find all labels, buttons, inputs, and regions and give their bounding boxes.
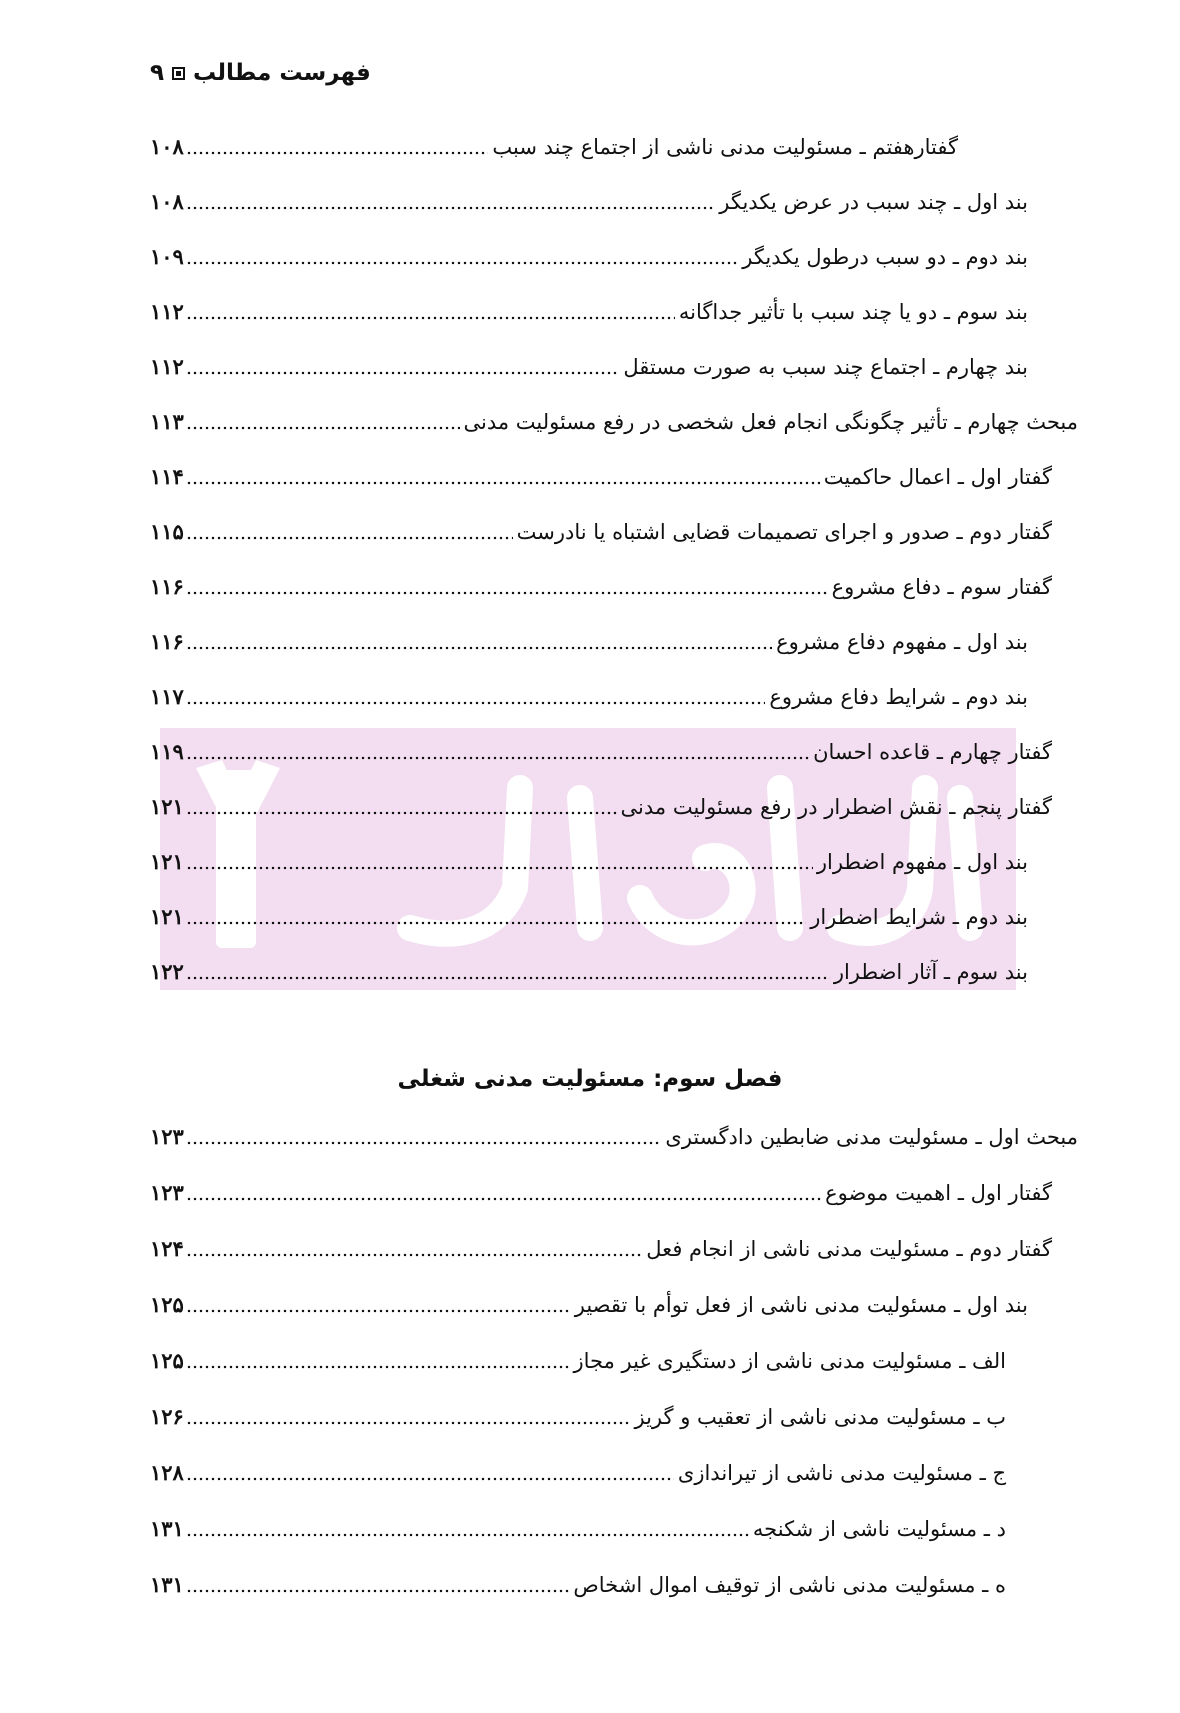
toc-entry-page: ۱۲۸ <box>150 1460 184 1485</box>
toc-entry-title: مبحث چهارم ـ تأثیر چگونگی انجام فعل شخصی در رفع مسئولیت مدنی <box>463 410 1078 434</box>
dot-leader <box>186 1133 662 1145</box>
toc-entry <box>150 845 1028 879</box>
toc-entry <box>150 625 1028 659</box>
toc-entry <box>150 1456 1006 1490</box>
toc-entry-page: ۱۲۱ <box>150 794 184 819</box>
dot-leader <box>186 858 813 870</box>
toc-entry-page: ۱۰۸ <box>150 189 184 214</box>
toc-entry <box>150 460 1052 494</box>
toc-entry-title: گفتار اول ـ اهمیت موضوع <box>825 1181 1052 1205</box>
dot-leader <box>186 473 820 485</box>
toc-entry-page: ۱۱۵ <box>150 519 184 544</box>
chapter-heading: فصل سوم: مسئولیت مدنی شغلی <box>397 1066 783 1092</box>
toc-entry <box>150 735 1052 769</box>
toc-entry <box>150 1568 1006 1602</box>
dot-leader <box>186 253 738 265</box>
toc-entry-page: ۱۰۹ <box>150 244 184 269</box>
toc-entry <box>150 185 1028 219</box>
toc-entry-page: ۱۲۲ <box>150 959 184 984</box>
toc-entry-page: ۱۱۶ <box>150 574 184 599</box>
dot-leader <box>186 968 830 980</box>
toc-entry <box>150 1232 1052 1266</box>
toc-entry-page: ۱۱۷ <box>150 684 184 709</box>
toc-entry-page: ۱۲۱ <box>150 849 184 874</box>
toc-entry-title: بند اول ـ چند سبب در عرض یکدیگر <box>719 190 1028 214</box>
toc-entry-title: بند اول ـ مسئولیت مدنی ناشی از فعل توأم با تقصیر <box>574 1293 1028 1317</box>
dot-leader <box>186 803 617 815</box>
toc-entry <box>150 790 1052 824</box>
toc-entry <box>150 955 1028 989</box>
toc-entry-title: بند دوم ـ شرایط اضطرار <box>810 905 1028 929</box>
toc-entry-title: گفتار دوم ـ مسئولیت مدنی ناشی از انجام فعل <box>646 1237 1052 1261</box>
page-header-title: فهرست مطالب <box>193 60 371 86</box>
toc-entry-page: ۱۲۵ <box>150 1292 184 1317</box>
toc-entry-title: بند اول ـ مفهوم اضطرار <box>816 850 1028 874</box>
toc-entry-title: ج ـ مسئولیت مدنی ناشی از تیراندازی <box>677 1461 1006 1485</box>
toc-entry-page: ۱۱۲ <box>150 354 184 379</box>
dot-leader <box>186 143 489 155</box>
toc-entry-title: بند سوم ـ آثار اضطرار <box>833 960 1028 984</box>
dot-leader <box>186 748 809 760</box>
dot-leader <box>186 1469 674 1481</box>
dot-leader <box>186 1581 570 1593</box>
toc-entry <box>150 1512 1006 1546</box>
dot-leader <box>186 1245 642 1257</box>
toc-entry-page: ۱۳۱ <box>150 1516 184 1541</box>
toc-entry-page: ۱۱۶ <box>150 629 184 654</box>
dot-leader <box>186 693 766 705</box>
dot-leader <box>186 1525 749 1537</box>
toc-entry-title: بند دوم ـ دو سبب درطول یکدیگر <box>742 245 1028 269</box>
toc-entry <box>150 350 1028 384</box>
toc-entry-title: بند دوم ـ شرایط دفاع مشروع <box>769 685 1028 709</box>
toc-entry-title: مبحث اول ـ مسئولیت مدنی ضابطین دادگستری <box>665 1125 1078 1149</box>
toc-entry-title: د ـ مسئولیت ناشی از شکنجه <box>752 1517 1006 1541</box>
toc-entry-page: ۱۱۳ <box>150 409 184 434</box>
toc-entry-title: گفتار چهارم ـ قاعده احسان <box>813 740 1052 764</box>
toc-entry-page: ۱۲۳ <box>150 1180 184 1205</box>
toc-entry-title: بند چهارم ـ اجتماع چند سبب به صورت مستقل <box>623 355 1028 379</box>
toc-entry-page: ۱۲۱ <box>150 904 184 929</box>
toc-entry <box>150 295 1028 329</box>
page-number: ۹ <box>150 60 165 86</box>
toc-entry <box>150 570 1052 604</box>
dot-leader <box>186 913 806 925</box>
toc-entry-title: بند سوم ـ دو یا چند سبب با تأثیر جداگانه <box>678 300 1028 324</box>
toc-entry-page: ۱۱۲ <box>150 299 184 324</box>
toc-entry-title: گفتار اول ـ اعمال حاکمیت <box>823 465 1052 489</box>
toc-entry <box>150 1400 1006 1434</box>
toc-entry-page: ۱۲۵ <box>150 1348 184 1373</box>
toc-entry-title: ب ـ مسئولیت مدنی ناشی از تعقیب و گریز <box>634 1405 1006 1429</box>
dot-leader <box>186 308 675 320</box>
toc-entry-page: ۱۲۶ <box>150 1404 184 1429</box>
toc-entry-page: ۱۲۳ <box>150 1124 184 1149</box>
dot-leader <box>186 1301 571 1313</box>
toc-entry <box>150 680 1028 714</box>
dot-leader <box>186 528 513 540</box>
toc-entry <box>150 1176 1052 1210</box>
toc-entry <box>150 1288 1028 1322</box>
toc-entry <box>150 240 1028 274</box>
toc-entry-title: بند اول ـ مفهوم دفاع مشروع <box>776 630 1028 654</box>
toc-entry-page: ۱۱۹ <box>150 739 184 764</box>
toc-entry <box>150 1344 1006 1378</box>
dot-leader <box>186 1413 631 1425</box>
toc-entry <box>150 405 1078 439</box>
dot-leader <box>186 418 460 430</box>
toc-entry-title: الف ـ مسئولیت مدنی ناشی از دستگیری غیر مجاز <box>573 1349 1006 1373</box>
toc-entry-page: ۱۲۴ <box>150 1236 184 1261</box>
dot-leader <box>186 1357 570 1369</box>
toc-entry-title: ه ـ مسئولیت مدنی ناشی از توقیف اموال اشخاص <box>573 1573 1006 1597</box>
dot-leader <box>186 1189 821 1201</box>
toc-entry-page: ۱۱۴ <box>150 464 184 489</box>
toc-entry-title: گفتارهفتم ـ مسئولیت مدنی ناشی از اجتماع چند سبب <box>492 135 958 159</box>
dot-leader <box>186 198 715 210</box>
toc-entry <box>150 515 1052 549</box>
toc-entry-title: گفتار سوم ـ دفاع مشروع <box>831 575 1052 599</box>
toc-entry-page: ۱۰۸ <box>150 134 184 159</box>
toc-entry <box>150 900 1028 934</box>
dot-leader <box>186 363 620 375</box>
toc-entry-title: گفتار پنجم ـ نقش اضطرار در رفع مسئولیت مدنی <box>620 795 1052 819</box>
toc-entry-page: ۱۳۱ <box>150 1572 184 1597</box>
toc-entry-title: گفتار دوم ـ صدور و اجرای تصمیمات قضایی اشتباه یا نادرست <box>516 520 1052 544</box>
toc-entry <box>150 130 958 164</box>
dot-leader <box>186 583 828 595</box>
dot-leader <box>186 638 772 650</box>
toc-entry <box>150 1120 1078 1154</box>
